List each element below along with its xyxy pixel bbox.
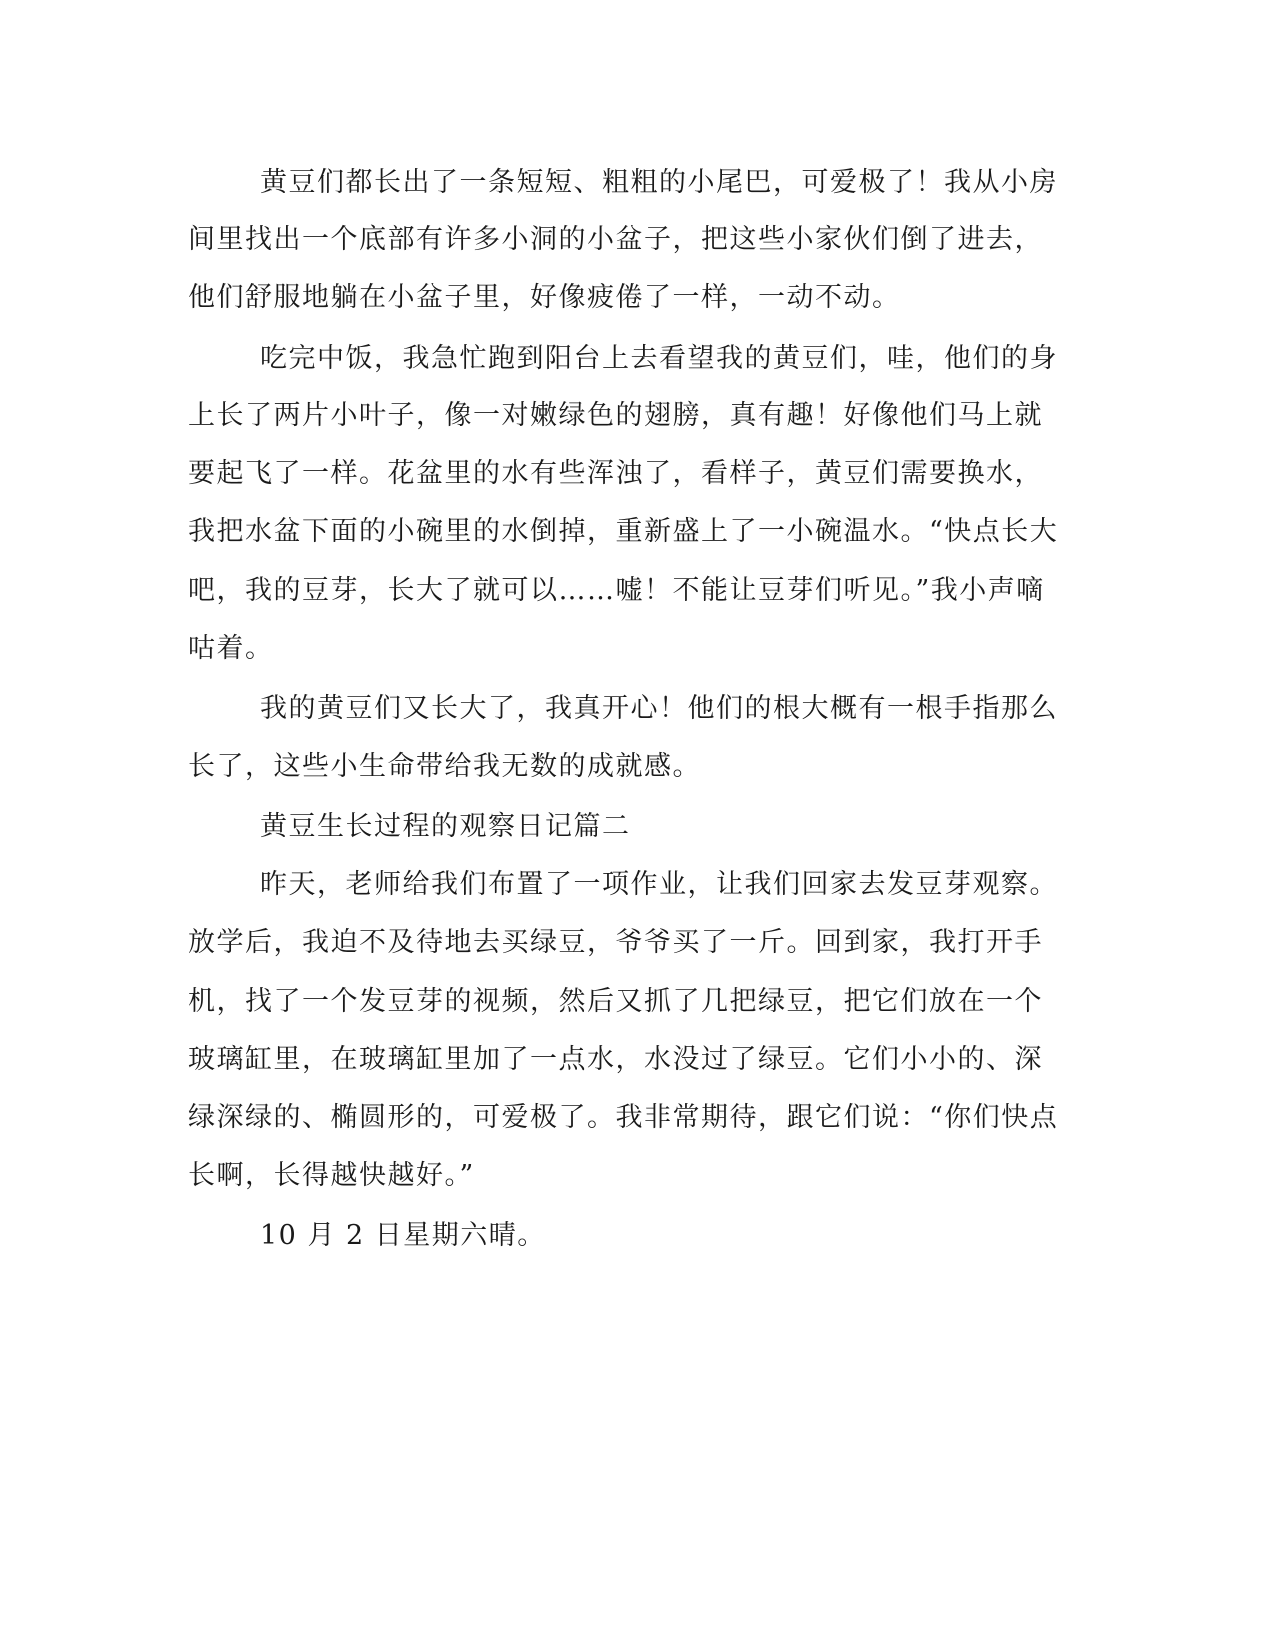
text-line: 机，找了一个发豆芽的视频，然后又抓了几把绿豆，把它们放在一个 [188,986,1043,1017]
text-line: 咕着。 [188,633,274,664]
text-line: 绿深绿的、椭圆形的，可爱极了。我非常期待，跟它们说：“你们快点 [188,1102,1059,1133]
text-line: 上长了两片小叶子，像一对嫩绿色的翅膀，真有趣！好像他们马上就 [188,400,1043,431]
text-line: 吧，我的豆芽，长大了就可以……嘘！不能让豆芽们听见。”我小声嘀 [188,575,1045,606]
text-line: 吃完中饭，我急忙跑到阳台上去看望我的黄豆们，哇，他们的身 [260,343,1058,374]
text-line: 他们舒服地躺在小盆子里，好像疲倦了一样，一动不动。 [188,282,901,313]
text-line: 我的黄豆们又长大了，我真开心！他们的根大概有一根手指那么 [260,693,1058,724]
text-line: 我把水盆下面的小碗里的水倒掉，重新盛上了一小碗温水。“快点长大 [188,516,1059,547]
text-line: 黄豆们都长出了一条短短、粗粗的小尾巴，可爱极了！我从小房 [260,167,1058,198]
text-line: 长啊，长得越快越好。” [188,1160,475,1191]
text-line: 放学后，我迫不及待地去买绿豆，爷爷买了一斤。回到家，我打开手 [188,927,1043,958]
text-line: 昨天，老师给我们布置了一项作业，让我们回家去发豆芽观察。 [260,869,1058,900]
section-heading: 黄豆生长过程的观察日记篇二 [260,811,631,842]
text-line: 玻璃缸里，在玻璃缸里加了一点水，水没过了绿豆。它们小小的、深 [188,1044,1043,1075]
text-line: 要起飞了一样。花盆里的水有些浑浊了，看样子，黄豆们需要换水， [188,458,1043,489]
date-line: 10 月 2 日星期六晴。 [260,1220,546,1251]
text-line: 间里找出一个底部有许多小洞的小盆子，把这些小家伙们倒了进去， [188,224,1043,255]
text-line: 长了，这些小生命带给我无数的成就感。 [188,751,701,782]
